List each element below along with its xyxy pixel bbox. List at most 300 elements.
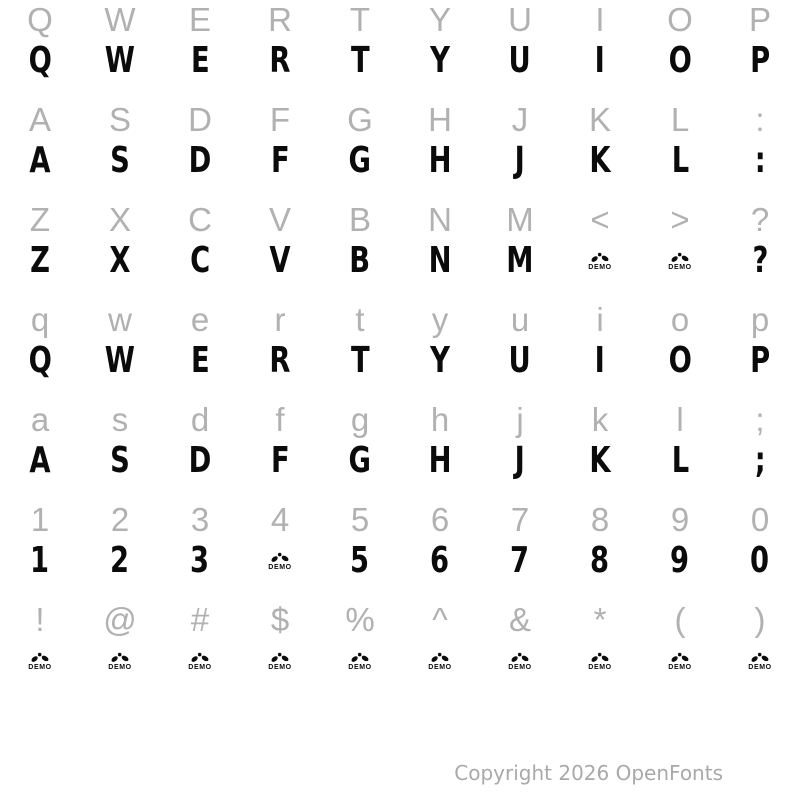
demo-placeholder-glyph bbox=[748, 652, 771, 671]
demo-font-glyph-char: D bbox=[188, 140, 212, 181]
demo-font-glyph-char: T bbox=[350, 40, 370, 81]
reference-glyph-char: T bbox=[349, 0, 371, 38]
demo-font-glyph-char: L bbox=[671, 140, 689, 181]
reference-glyph-char: f bbox=[275, 400, 285, 438]
glyph-cell bbox=[80, 38, 160, 84]
reference-glyph-char: & bbox=[508, 600, 531, 638]
demo-font-glyph-char: V bbox=[269, 240, 291, 281]
demo-splat-icon bbox=[750, 652, 770, 663]
reference-glyph-char: 5 bbox=[350, 500, 370, 538]
demo-placeholder-glyph bbox=[188, 652, 211, 671]
reference-glyph-char: P bbox=[748, 0, 771, 38]
reference-glyph-char: O bbox=[667, 0, 693, 38]
reference-glyph-char: U bbox=[508, 0, 532, 38]
reference-glyph-char: 2 bbox=[110, 500, 130, 538]
demo-font-glyph-char: 3 bbox=[190, 540, 210, 581]
reference-glyph-char: 0 bbox=[750, 500, 770, 538]
glyph-cell bbox=[640, 100, 720, 138]
demo-font-glyph-char: N bbox=[428, 240, 452, 281]
demo-font-glyph-char: M bbox=[506, 240, 534, 281]
glyph-cell bbox=[320, 38, 400, 84]
glyph-cell bbox=[720, 100, 800, 138]
reference-glyph-char: X bbox=[108, 200, 131, 238]
glyph-cell bbox=[240, 300, 320, 338]
demo-font-glyph-char: 5 bbox=[350, 540, 370, 581]
demo-font-glyph-char: J bbox=[514, 440, 526, 481]
demo-font-glyph-char: E bbox=[190, 340, 210, 381]
glyph-cell bbox=[400, 138, 480, 184]
reference-glyph-char: C bbox=[188, 200, 212, 238]
glyph-cell bbox=[720, 600, 800, 638]
glyph-row-reference bbox=[0, 500, 800, 538]
reference-glyph-char: d bbox=[190, 400, 210, 438]
reference-glyph-char: 6 bbox=[430, 500, 450, 538]
demo-font-glyph-char: 6 bbox=[430, 540, 450, 581]
glyph-cell bbox=[640, 438, 720, 484]
demo-splat-icon bbox=[670, 652, 690, 663]
glyph-cell bbox=[320, 338, 400, 384]
demo-placeholder-glyph bbox=[348, 652, 371, 671]
demo-glyph-label: DEMO bbox=[668, 263, 692, 271]
glyph-cell bbox=[560, 438, 640, 484]
glyph-cell bbox=[400, 0, 480, 38]
demo-font-glyph-char: U bbox=[508, 340, 532, 381]
reference-glyph-char: r bbox=[274, 300, 286, 338]
glyph-cell bbox=[480, 638, 560, 684]
glyph-cell bbox=[320, 500, 400, 538]
glyph-cell bbox=[480, 338, 560, 384]
glyph-cell bbox=[80, 600, 160, 638]
glyph-cell bbox=[80, 400, 160, 438]
glyph-row-demo-font bbox=[0, 638, 800, 684]
glyph-cell bbox=[640, 338, 720, 384]
glyph-cell bbox=[480, 500, 560, 538]
glyph-cell bbox=[80, 238, 160, 284]
reference-glyph-char: k bbox=[591, 400, 609, 438]
reference-glyph-char: M bbox=[506, 200, 534, 238]
glyph-cell bbox=[80, 200, 160, 238]
glyph-cell bbox=[640, 600, 720, 638]
glyph-cell bbox=[320, 200, 400, 238]
glyph-cell bbox=[720, 438, 800, 484]
demo-splat-icon bbox=[670, 252, 690, 263]
glyph-cell bbox=[640, 638, 720, 684]
demo-font-glyph-char: 9 bbox=[670, 540, 690, 581]
glyph-cell bbox=[160, 38, 240, 84]
demo-font-glyph-char: G bbox=[348, 440, 372, 481]
glyph-cell bbox=[400, 300, 480, 338]
glyph-cell bbox=[560, 538, 640, 584]
reference-glyph-char: ; bbox=[755, 400, 765, 438]
demo-font-glyph-char: Z bbox=[30, 240, 50, 281]
demo-splat-icon bbox=[350, 652, 370, 663]
glyph-cell bbox=[560, 0, 640, 38]
glyph-cell bbox=[400, 600, 480, 638]
reference-glyph-char: o bbox=[670, 300, 690, 338]
demo-font-glyph-char: ? bbox=[752, 240, 768, 281]
glyph-cell bbox=[160, 500, 240, 538]
demo-splat-icon bbox=[510, 652, 530, 663]
glyph-cell bbox=[80, 138, 160, 184]
reference-glyph-char: 1 bbox=[30, 500, 50, 538]
reference-glyph-char: e bbox=[190, 300, 210, 338]
demo-font-glyph-char: U bbox=[508, 40, 532, 81]
reference-glyph-char: g bbox=[350, 400, 370, 438]
reference-glyph-char: a bbox=[30, 400, 50, 438]
glyph-row-pair bbox=[0, 100, 800, 200]
reference-glyph-char: D bbox=[188, 100, 212, 138]
glyph-cell bbox=[160, 438, 240, 484]
glyph-cell bbox=[480, 438, 560, 484]
glyph-cell bbox=[320, 238, 400, 284]
glyph-cell bbox=[640, 300, 720, 338]
glyph-cell bbox=[560, 500, 640, 538]
demo-font-glyph-char: D bbox=[188, 440, 212, 481]
glyph-cell bbox=[480, 200, 560, 238]
reference-glyph-char: 9 bbox=[670, 500, 690, 538]
demo-glyph-label: DEMO bbox=[588, 263, 612, 271]
demo-font-glyph-char: ; bbox=[754, 440, 766, 481]
glyph-cell bbox=[0, 438, 80, 484]
glyph-cell bbox=[400, 500, 480, 538]
glyph-cell bbox=[480, 0, 560, 38]
glyph-cell bbox=[720, 538, 800, 584]
glyph-cell bbox=[240, 38, 320, 84]
glyph-row-pair bbox=[0, 600, 800, 700]
glyph-cell bbox=[240, 338, 320, 384]
demo-placeholder-glyph bbox=[268, 552, 291, 571]
demo-splat-icon bbox=[270, 552, 290, 563]
glyph-cell bbox=[480, 100, 560, 138]
reference-glyph-char: ) bbox=[754, 600, 766, 638]
glyph-cell bbox=[560, 338, 640, 384]
glyph-cell bbox=[0, 638, 80, 684]
glyph-cell bbox=[400, 38, 480, 84]
glyph-cell bbox=[0, 500, 80, 538]
reference-glyph-char: J bbox=[511, 100, 529, 138]
demo-font-glyph-char: P bbox=[749, 40, 771, 81]
glyph-cell bbox=[80, 338, 160, 384]
demo-font-glyph-char: C bbox=[189, 240, 211, 281]
demo-font-glyph-char: 0 bbox=[750, 540, 770, 581]
reference-glyph-char: u bbox=[510, 300, 530, 338]
reference-glyph-char: N bbox=[428, 200, 452, 238]
glyph-cell bbox=[0, 300, 80, 338]
demo-placeholder-glyph bbox=[28, 652, 51, 671]
reference-glyph-char: I bbox=[595, 0, 605, 38]
reference-glyph-char: Z bbox=[29, 200, 51, 238]
reference-glyph-char: w bbox=[108, 300, 132, 338]
reference-glyph-char: l bbox=[676, 400, 684, 438]
demo-font-glyph-char: F bbox=[270, 440, 290, 481]
demo-placeholder-glyph bbox=[508, 652, 531, 671]
demo-font-glyph-char: O bbox=[668, 340, 692, 381]
glyph-cell bbox=[320, 538, 400, 584]
reference-glyph-char: S bbox=[108, 100, 131, 138]
demo-font-glyph-char: J bbox=[514, 140, 526, 181]
glyph-cell bbox=[480, 38, 560, 84]
glyph-cell bbox=[240, 600, 320, 638]
demo-splat-icon bbox=[590, 652, 610, 663]
glyph-row-reference bbox=[0, 200, 800, 238]
demo-splat-icon bbox=[190, 652, 210, 663]
glyph-cell bbox=[0, 538, 80, 584]
glyph-cell bbox=[560, 600, 640, 638]
glyph-row-reference bbox=[0, 100, 800, 138]
glyph-cell bbox=[0, 400, 80, 438]
glyph-cell bbox=[240, 438, 320, 484]
glyph-cell bbox=[0, 38, 80, 84]
demo-glyph-label: DEMO bbox=[108, 663, 132, 671]
glyph-cell bbox=[160, 600, 240, 638]
demo-splat-icon bbox=[590, 252, 610, 263]
glyph-cell bbox=[400, 538, 480, 584]
glyph-cell bbox=[240, 638, 320, 684]
demo-font-glyph-char: P bbox=[749, 340, 771, 381]
demo-font-glyph-char: X bbox=[109, 240, 131, 281]
glyph-cell bbox=[80, 0, 160, 38]
reference-glyph-char: # bbox=[190, 600, 210, 638]
glyph-row-pair bbox=[0, 300, 800, 400]
demo-font-glyph-char: I bbox=[594, 340, 606, 381]
demo-placeholder-glyph bbox=[428, 652, 451, 671]
reference-glyph-char: A bbox=[28, 100, 51, 138]
glyph-cell bbox=[80, 500, 160, 538]
glyph-cell bbox=[0, 600, 80, 638]
glyph-cell bbox=[480, 400, 560, 438]
demo-font-glyph-char: 7 bbox=[510, 540, 530, 581]
glyph-cell bbox=[320, 400, 400, 438]
glyph-row-demo-font bbox=[0, 538, 800, 584]
glyph-cell bbox=[400, 238, 480, 284]
glyph-cell bbox=[400, 438, 480, 484]
demo-font-glyph-char: A bbox=[29, 440, 51, 481]
reference-glyph-char: p bbox=[750, 300, 770, 338]
reference-glyph-char: : bbox=[755, 100, 765, 138]
glyph-cell bbox=[480, 238, 560, 284]
glyph-cell bbox=[720, 300, 800, 338]
glyph-cell bbox=[720, 200, 800, 238]
glyph-row-demo-font bbox=[0, 438, 800, 484]
glyph-cell bbox=[720, 238, 800, 284]
demo-placeholder-glyph bbox=[108, 652, 131, 671]
reference-glyph-char: y bbox=[431, 300, 449, 338]
glyph-cell bbox=[400, 338, 480, 384]
demo-font-glyph-char: B bbox=[349, 240, 371, 281]
glyph-cell bbox=[400, 200, 480, 238]
glyph-cell bbox=[0, 238, 80, 284]
reference-glyph-char: 3 bbox=[190, 500, 210, 538]
reference-glyph-char: 8 bbox=[590, 500, 610, 538]
glyph-cell bbox=[640, 238, 720, 284]
glyph-row-pair bbox=[0, 400, 800, 500]
demo-placeholder-glyph bbox=[668, 252, 691, 271]
glyph-row-reference bbox=[0, 300, 800, 338]
glyph-cell bbox=[480, 538, 560, 584]
glyph-cell bbox=[720, 138, 800, 184]
reference-glyph-char: E bbox=[188, 0, 211, 38]
reference-glyph-char: j bbox=[516, 400, 524, 438]
reference-glyph-char: t bbox=[355, 300, 365, 338]
glyph-cell bbox=[560, 238, 640, 284]
reference-glyph-char: G bbox=[347, 100, 373, 138]
glyph-cell bbox=[240, 500, 320, 538]
reference-glyph-char: Q bbox=[27, 0, 53, 38]
demo-font-glyph-char: S bbox=[110, 440, 130, 481]
demo-font-glyph-char: R bbox=[269, 340, 291, 381]
demo-glyph-label: DEMO bbox=[588, 663, 612, 671]
reference-glyph-char: @ bbox=[103, 600, 137, 638]
glyph-cell bbox=[560, 300, 640, 338]
glyph-cell bbox=[240, 100, 320, 138]
demo-font-glyph-char: G bbox=[348, 140, 372, 181]
glyph-cell bbox=[320, 438, 400, 484]
glyph-row-demo-font bbox=[0, 338, 800, 384]
glyph-cell bbox=[160, 100, 240, 138]
glyph-cell bbox=[720, 400, 800, 438]
demo-font-glyph-char: E bbox=[190, 40, 210, 81]
glyph-cell bbox=[320, 138, 400, 184]
reference-glyph-char: W bbox=[104, 0, 136, 38]
demo-font-glyph-char: 2 bbox=[110, 540, 130, 581]
glyph-cell bbox=[400, 400, 480, 438]
glyph-cell bbox=[480, 138, 560, 184]
glyph-cell bbox=[560, 200, 640, 238]
glyph-cell bbox=[160, 400, 240, 438]
glyph-cell bbox=[160, 0, 240, 38]
demo-font-glyph-char: I bbox=[594, 40, 606, 81]
glyph-cell bbox=[0, 338, 80, 384]
demo-glyph-label: DEMO bbox=[268, 563, 292, 571]
glyph-cell bbox=[240, 400, 320, 438]
glyph-row-reference bbox=[0, 600, 800, 638]
reference-glyph-char: < bbox=[590, 200, 610, 238]
glyph-cell bbox=[560, 138, 640, 184]
reference-glyph-char: i bbox=[596, 300, 604, 338]
demo-font-glyph-char: L bbox=[671, 440, 689, 481]
demo-glyph-label: DEMO bbox=[748, 663, 772, 671]
demo-font-glyph-char: Y bbox=[430, 40, 450, 81]
demo-glyph-label: DEMO bbox=[508, 663, 532, 671]
glyph-cell bbox=[560, 400, 640, 438]
glyph-cell bbox=[640, 138, 720, 184]
glyph-cell bbox=[80, 438, 160, 484]
glyph-cell bbox=[240, 238, 320, 284]
glyph-cell bbox=[320, 300, 400, 338]
glyph-row-reference bbox=[0, 400, 800, 438]
glyph-cell bbox=[320, 600, 400, 638]
reference-glyph-char: s bbox=[111, 400, 129, 438]
reference-glyph-char: H bbox=[428, 100, 452, 138]
glyph-row-pair bbox=[0, 0, 800, 100]
reference-glyph-char: V bbox=[268, 200, 291, 238]
demo-font-glyph-char: 1 bbox=[30, 540, 50, 581]
glyph-cell bbox=[160, 638, 240, 684]
glyph-cell bbox=[640, 200, 720, 238]
glyph-cell bbox=[320, 638, 400, 684]
demo-font-glyph-char: H bbox=[428, 140, 452, 181]
demo-splat-icon bbox=[270, 652, 290, 663]
demo-placeholder-glyph bbox=[668, 652, 691, 671]
glyph-cell bbox=[720, 38, 800, 84]
demo-font-glyph-char: A bbox=[29, 140, 51, 181]
glyph-cell bbox=[80, 538, 160, 584]
demo-font-glyph-char: Q bbox=[28, 40, 52, 81]
glyph-cell bbox=[240, 200, 320, 238]
glyph-cell bbox=[560, 638, 640, 684]
glyph-cell bbox=[640, 400, 720, 438]
demo-splat-icon bbox=[110, 652, 130, 663]
reference-glyph-char: R bbox=[268, 0, 292, 38]
glyph-cell bbox=[160, 338, 240, 384]
glyph-cell bbox=[560, 38, 640, 84]
glyph-cell bbox=[640, 38, 720, 84]
demo-font-glyph-char: K bbox=[589, 140, 611, 181]
demo-splat-icon bbox=[30, 652, 50, 663]
demo-font-glyph-char: 8 bbox=[590, 540, 610, 581]
glyph-cell bbox=[240, 538, 320, 584]
demo-glyph-label: DEMO bbox=[28, 663, 52, 671]
footer-copyright: Copyright 2026 OpenFonts bbox=[454, 761, 723, 785]
glyph-cell bbox=[80, 100, 160, 138]
demo-font-glyph-char: K bbox=[589, 440, 611, 481]
glyph-cell bbox=[400, 638, 480, 684]
glyph-row-demo-font bbox=[0, 38, 800, 84]
glyph-cell bbox=[80, 638, 160, 684]
reference-glyph-char: F bbox=[269, 100, 291, 138]
reference-glyph-char: 4 bbox=[270, 500, 290, 538]
demo-font-glyph-char: H bbox=[428, 440, 452, 481]
reference-glyph-char: * bbox=[593, 600, 607, 638]
glyph-cell bbox=[720, 0, 800, 38]
reference-glyph-char: ^ bbox=[432, 600, 448, 638]
glyph-row-pair bbox=[0, 500, 800, 600]
demo-placeholder-glyph bbox=[588, 252, 611, 271]
demo-font-glyph-char: Q bbox=[28, 340, 52, 381]
glyph-cell bbox=[0, 0, 80, 38]
glyph-cell bbox=[640, 538, 720, 584]
glyph-cell bbox=[720, 500, 800, 538]
demo-font-glyph-char: R bbox=[269, 40, 291, 81]
glyph-row-pair bbox=[0, 200, 800, 300]
demo-placeholder-glyph bbox=[588, 652, 611, 671]
demo-glyph-label: DEMO bbox=[188, 663, 212, 671]
demo-font-glyph-char: S bbox=[110, 140, 130, 181]
reference-glyph-char: > bbox=[670, 200, 690, 238]
demo-glyph-label: DEMO bbox=[348, 663, 372, 671]
demo-placeholder-glyph bbox=[268, 652, 291, 671]
reference-glyph-char: B bbox=[348, 200, 371, 238]
glyph-cell bbox=[720, 638, 800, 684]
demo-splat-icon bbox=[430, 652, 450, 663]
glyph-cell bbox=[640, 0, 720, 38]
glyph-cell bbox=[240, 138, 320, 184]
glyph-cell bbox=[320, 100, 400, 138]
glyph-cell bbox=[320, 0, 400, 38]
demo-font-glyph-char: Y bbox=[430, 340, 450, 381]
reference-glyph-char: Y bbox=[428, 0, 451, 38]
glyph-row-reference bbox=[0, 0, 800, 38]
glyph-cell bbox=[0, 200, 80, 238]
glyph-cell bbox=[640, 500, 720, 538]
reference-glyph-char: % bbox=[345, 600, 375, 638]
demo-glyph-label: DEMO bbox=[668, 663, 692, 671]
demo-glyph-label: DEMO bbox=[268, 663, 292, 671]
reference-glyph-char: $ bbox=[270, 600, 290, 638]
demo-font-glyph-char: O bbox=[668, 40, 692, 81]
demo-font-glyph-char: W bbox=[104, 40, 136, 81]
glyph-cell bbox=[160, 138, 240, 184]
